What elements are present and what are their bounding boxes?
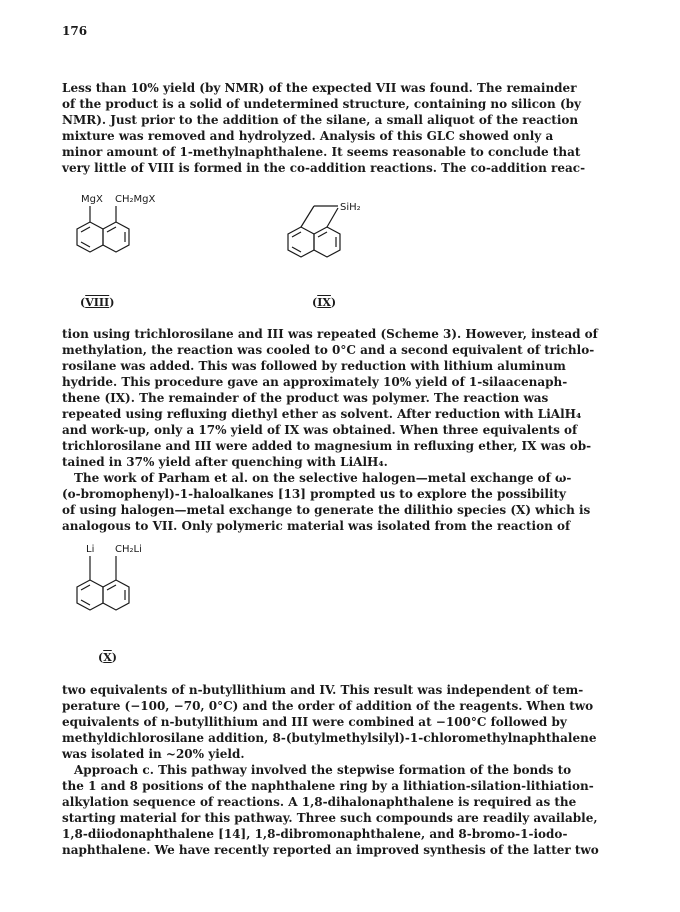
text-line: hydride. This procedure gave an approximately 10% yield of 1-silaacenaph- [62,375,568,389]
text-line: was isolated in ~20% yield. [62,747,245,761]
substituent-label: CH₂MgX [115,194,156,205]
paragraph-4 [62,682,622,762]
structure-viii [55,192,185,292]
paragraph-3 [62,470,622,534]
text-line: very little of VIII is formed in the co-addition reactions. The co-addition reac- [62,161,586,175]
text-line: alkylation sequence of reactions. A 1,8-dihalonaphthalene is required as the [62,795,577,809]
text-line: two equivalents of n-butyllithium and IV. This result was independent of tem- [62,683,584,697]
text-line: Approach c. This pathway involved the stepwise formation of the bonds to [74,763,572,777]
text-line: The work of Parham et al. on the selective halogen—metal exchange of ω- [74,471,572,485]
compound-label-viii: (VIII) [80,296,115,309]
substituent-label: SiH₂ [340,202,361,213]
text-line: the 1 and 8 positions of the naphthalene ring by a lithiation-silation-lithiation- [62,779,594,793]
text-line: analogous to VII. Only polymeric material was isolated from the reaction of [62,519,571,533]
compound-label-ix: (IX) [312,296,337,309]
compound-label-x: (X) [98,651,117,664]
substituent-label: MgX [81,194,103,205]
text-line: equivalents of n-butyllithium and III were combined at −100°C followed by [62,715,567,729]
text-line: methyldichlorosilane addition, 8-(butylmethylsilyl)-1-chloromethylnaphthalene [62,731,597,745]
substituent-label: Li [86,544,95,555]
text-line: thene (IX). The remainder of the product was polymer. The reaction was [62,391,549,405]
text-line: naphthalene. We have recently reported an improved synthesis of the latter two [62,843,599,857]
paragraph-1 [62,80,622,176]
text-line: minor amount of 1-methylnaphthalene. It seems reasonable to conclude that [62,145,581,159]
structure-ix [268,192,408,292]
substituent-label: CH₂Li [115,544,142,555]
paragraph-2 [62,326,622,470]
structure-x [55,540,185,640]
text-line: starting material for this pathway. Three such compounds are readily available, [62,811,598,825]
text-line: (o-bromophenyl)-1-haloalkanes [13] prompted us to explore the possibility [62,487,567,501]
naphthalene-diagram [55,192,185,292]
silaacenaphthene-diagram [268,192,408,292]
text-line: rosilane was added. This was followed by reduction with lithium aluminum [62,359,566,373]
text-line: trichlorosilane and III were added to magnesium in refluxing ether, IX was ob- [62,439,592,453]
text-line: tained in 37% yield after quenching with LiAlH₄. [62,455,388,469]
text-line: Less than 10% yield (by NMR) of the expected VII was found. The remainder [62,81,577,95]
paragraph-5 [62,762,622,858]
text-line: and work-up, only a 17% yield of IX was obtained. When three equivalents of [62,423,578,437]
text-line: mixture was removed and hydrolyzed. Analysis of this GLC showed only a [62,129,554,143]
text-line: of the product is a solid of undetermined structure, containing no silicon (by [62,97,581,111]
text-line: methylation, the reaction was cooled to 0°C and a second equivalent of trichlo- [62,343,595,357]
text-line: 1,8-diiodonaphthalene [14], 1,8-dibromonaphthalene, and 8-bromo-1-iodo- [62,827,568,841]
text-line: perature (−100, −70, 0°C) and the order of addition of the reagents. When two [62,699,594,713]
text-line: repeated using refluxing diethyl ether as solvent. After reduction with LiAlH₄ [62,407,582,421]
dilithio-naphthalene-diagram [55,540,185,640]
text-line: tion using trichlorosilane and III was repeated (Scheme 3). However, instead of [62,327,598,341]
page-number: 176 [62,24,88,38]
text-line: of using halogen—metal exchange to generate the dilithio species (X) which is [62,503,591,517]
text-line: NMR). Just prior to the addition of the silane, a small aliquot of the reaction [62,113,579,127]
